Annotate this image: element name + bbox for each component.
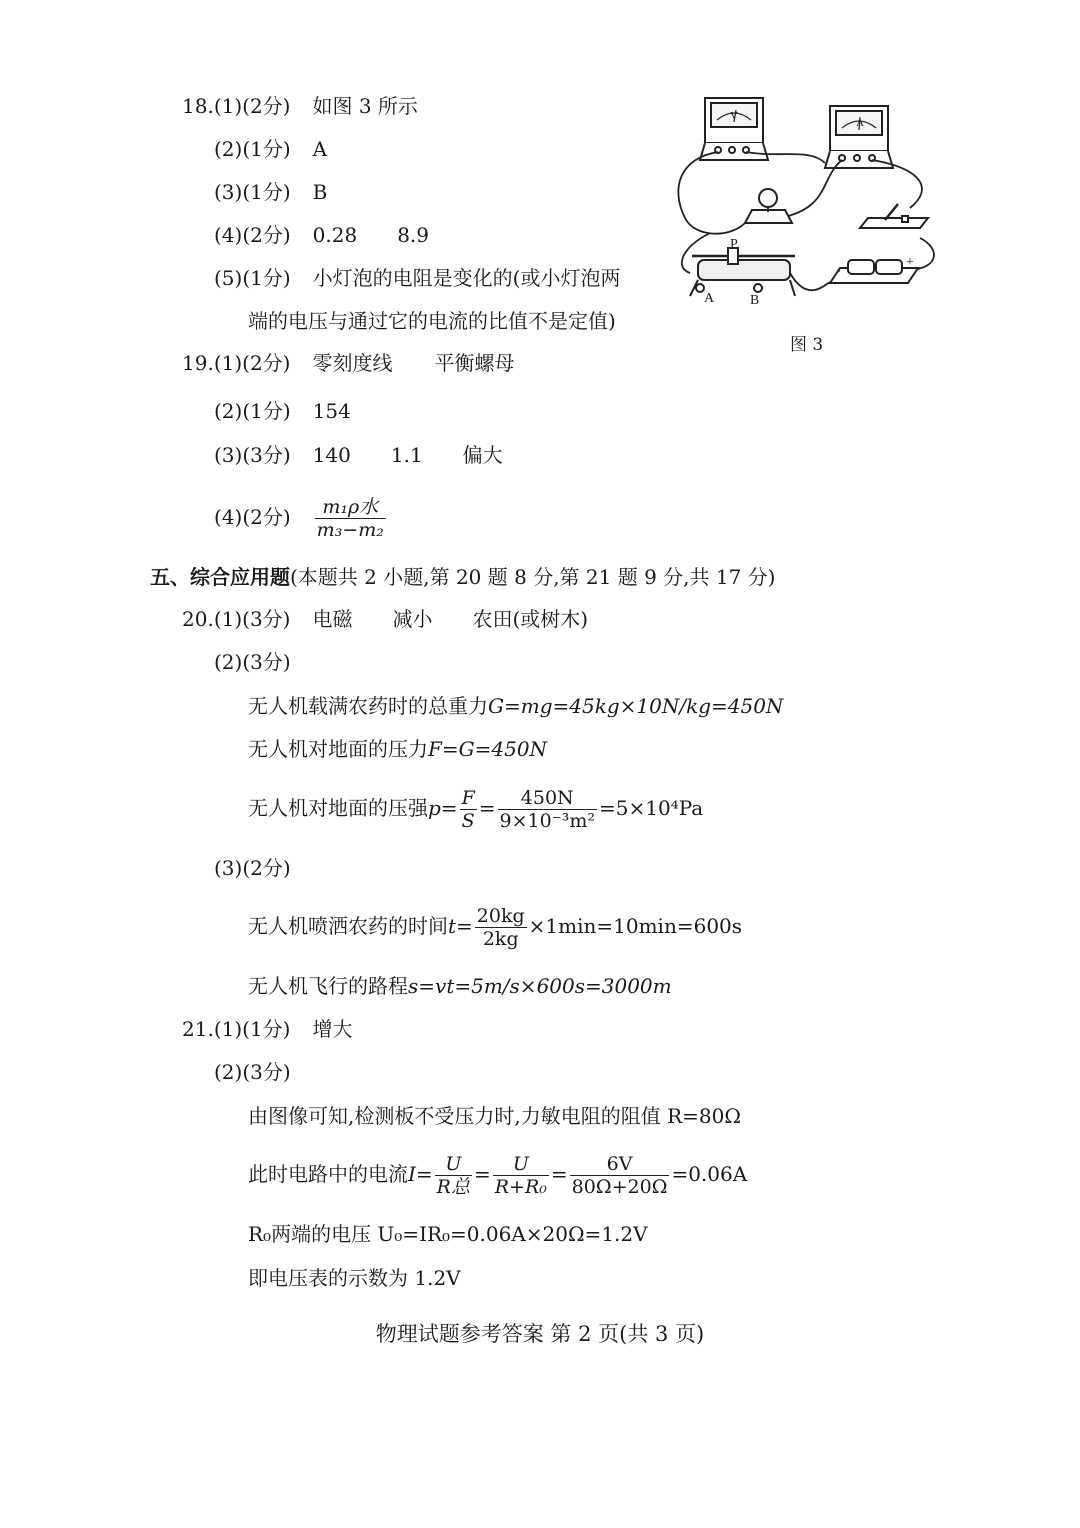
weight-formula: G=mg=45kg×10N/kg=450N: [488, 694, 784, 718]
q18-part4: [214, 222, 429, 248]
battery-icon: [830, 260, 918, 283]
q20-distance-line: [248, 973, 672, 999]
pressure-text: 无人机对地面的压强: [248, 796, 428, 820]
q21-resistance-line: 由图像可知,检测板不受压力时,力敏电阻的阻值 R=80Ω: [248, 1104, 741, 1128]
answer-3: 农田(或树木): [472, 607, 589, 631]
fraction-u-over-rtotal: [435, 1153, 472, 1198]
time-text: 无人机喷洒农药的时间: [248, 914, 448, 938]
part-label: (1)(1分): [213, 1017, 291, 1041]
part-label: (1)(2分): [213, 94, 291, 118]
voltmeter-icon: [700, 98, 768, 160]
question-number: 20.: [182, 607, 214, 631]
question-number: 18.: [182, 94, 214, 118]
battery-minus: -: [836, 263, 841, 278]
section-title: 五、综合应用题: [150, 565, 290, 589]
part-label: (1)(3分): [213, 607, 291, 631]
answer-2: 减小: [392, 607, 433, 631]
q20-pressure-line: [248, 780, 703, 836]
circuit-figure: [670, 88, 950, 358]
fraction-numerator: 20kg: [476, 905, 525, 927]
voltmeter-label: V: [730, 110, 738, 122]
rheostat-icon: [690, 248, 795, 296]
answer-current: 0.28: [312, 223, 358, 247]
q20-weight-line: [248, 693, 783, 719]
time-result: ×1min=10min=600s: [528, 914, 743, 938]
q21-part1: [182, 1016, 352, 1042]
q21-conclusion-line: 即电压表的示数为 1.2V: [248, 1266, 461, 1290]
answer-resistance: 8.9: [397, 223, 430, 247]
question-number: 19.: [182, 351, 214, 375]
part-label: (4)(2分): [214, 505, 291, 529]
q19-part4: [214, 492, 388, 542]
q21-current-line: [248, 1146, 747, 1202]
part-label: (3)(1分): [214, 180, 291, 204]
fraction-numerator: 450N: [498, 787, 597, 810]
current-text: 此时电路中的电流: [248, 1162, 408, 1186]
q20-pressure-force-line: [248, 736, 547, 762]
fraction-f-over-s: [460, 787, 477, 832]
q19-part1: [182, 350, 514, 376]
q18-part3: [214, 179, 327, 205]
fraction-denominator: 80Ω+20Ω: [571, 1176, 668, 1198]
section-heading: [150, 564, 776, 590]
answer-1: 140: [312, 443, 351, 467]
label-a: A: [704, 291, 715, 306]
ammeter-icon: [825, 106, 893, 168]
answer-1: 零刻度线: [312, 351, 393, 375]
part-label: (4)(2分): [214, 223, 291, 247]
fraction-denominator: S: [461, 810, 475, 832]
q21-voltage-line: R₀两端的电压 U₀=IR₀=0.06A×20Ω=1.2V: [248, 1222, 648, 1246]
weight-text: 无人机载满农药时的总重力: [248, 694, 488, 718]
pressure-symbol: p=: [428, 796, 458, 820]
time-symbol: t=: [448, 914, 473, 938]
fraction-u-over-sum: [493, 1153, 549, 1198]
answer: B: [312, 180, 328, 204]
question-number: 21.: [182, 1017, 214, 1041]
answer-2: 平衡螺母: [434, 351, 515, 375]
fraction-numerator: 6V: [570, 1153, 670, 1176]
fraction-numerator: m₁ρ水: [315, 496, 386, 519]
equals: =: [550, 1162, 568, 1186]
part-label: (2)(1分): [214, 137, 291, 161]
force-formula: F=G=450N: [428, 737, 548, 761]
figure-caption: 图 3: [790, 335, 824, 355]
current-result: =0.06A: [671, 1162, 748, 1186]
q20-time-line: [248, 898, 742, 954]
fraction-denominator: 9×10⁻³m²: [499, 810, 595, 832]
page-footer: 物理试题参考答案 第 2 页(共 3 页): [375, 1322, 705, 1346]
density-fraction: [315, 496, 386, 541]
answer: 增大: [312, 1017, 353, 1041]
part-label: (2)(1分): [214, 399, 291, 423]
q18-part5-line2: 端的电压与通过它的电流的比值不是定值): [248, 309, 616, 333]
answer: 如图 3 所示: [312, 94, 418, 118]
answer: A: [312, 137, 328, 161]
fraction-numerator: F: [461, 787, 475, 809]
q19-part2: [214, 398, 351, 424]
fraction-values: [570, 1153, 670, 1198]
q18-part5: [214, 265, 620, 291]
section-description: (本题共 2 小题,第 20 题 8 分,第 21 题 9 分,共 17 分): [290, 565, 776, 589]
distance-text: 无人机飞行的路程: [248, 974, 408, 998]
answer-line1: 小灯泡的电阻是变化的(或小灯泡两: [312, 266, 621, 290]
fraction-pressure-values: [498, 787, 597, 832]
fraction-numerator: U: [493, 1153, 549, 1176]
fraction-denominator: R总: [436, 1176, 470, 1198]
battery-plus: +: [906, 255, 914, 270]
lamp-icon: [745, 189, 792, 223]
q21-part2-label: (2)(3分): [214, 1060, 291, 1084]
part-label: (1)(2分): [213, 351, 291, 375]
fraction-denominator: R+R₀: [494, 1176, 547, 1198]
fraction-numerator: U: [435, 1153, 472, 1176]
answer-3: 偏大: [462, 443, 503, 467]
q18-part1: [182, 93, 418, 119]
equals: =: [478, 796, 496, 820]
switch-icon: [860, 204, 928, 228]
part-label: (3)(3分): [214, 443, 291, 467]
part-label: (5)(1分): [214, 266, 291, 290]
q20-part1: [182, 606, 588, 632]
fraction-mass: [475, 905, 527, 950]
answer: 154: [312, 399, 351, 423]
answer-1: 电磁: [312, 607, 353, 631]
distance-formula: s=vt=5m/s×600s=3000m: [408, 974, 672, 998]
equals: =: [473, 1162, 491, 1186]
ammeter-label: A: [856, 117, 864, 129]
current-symbol: I=: [408, 1162, 433, 1186]
fraction-denominator: 2kg: [482, 928, 519, 950]
pressure-result: =5×10⁴Pa: [598, 796, 704, 820]
q19-part3: [214, 442, 503, 468]
q20-part3-label: (3)(2分): [214, 856, 291, 880]
label-b: B: [750, 293, 760, 308]
fraction-denominator: m₃−m₂: [316, 519, 384, 541]
answer-2: 1.1: [390, 443, 423, 467]
force-text: 无人机对地面的压力: [248, 737, 428, 761]
q18-part2: [214, 136, 327, 162]
label-p: P: [730, 237, 738, 252]
q20-part2-label: (2)(3分): [214, 650, 291, 674]
